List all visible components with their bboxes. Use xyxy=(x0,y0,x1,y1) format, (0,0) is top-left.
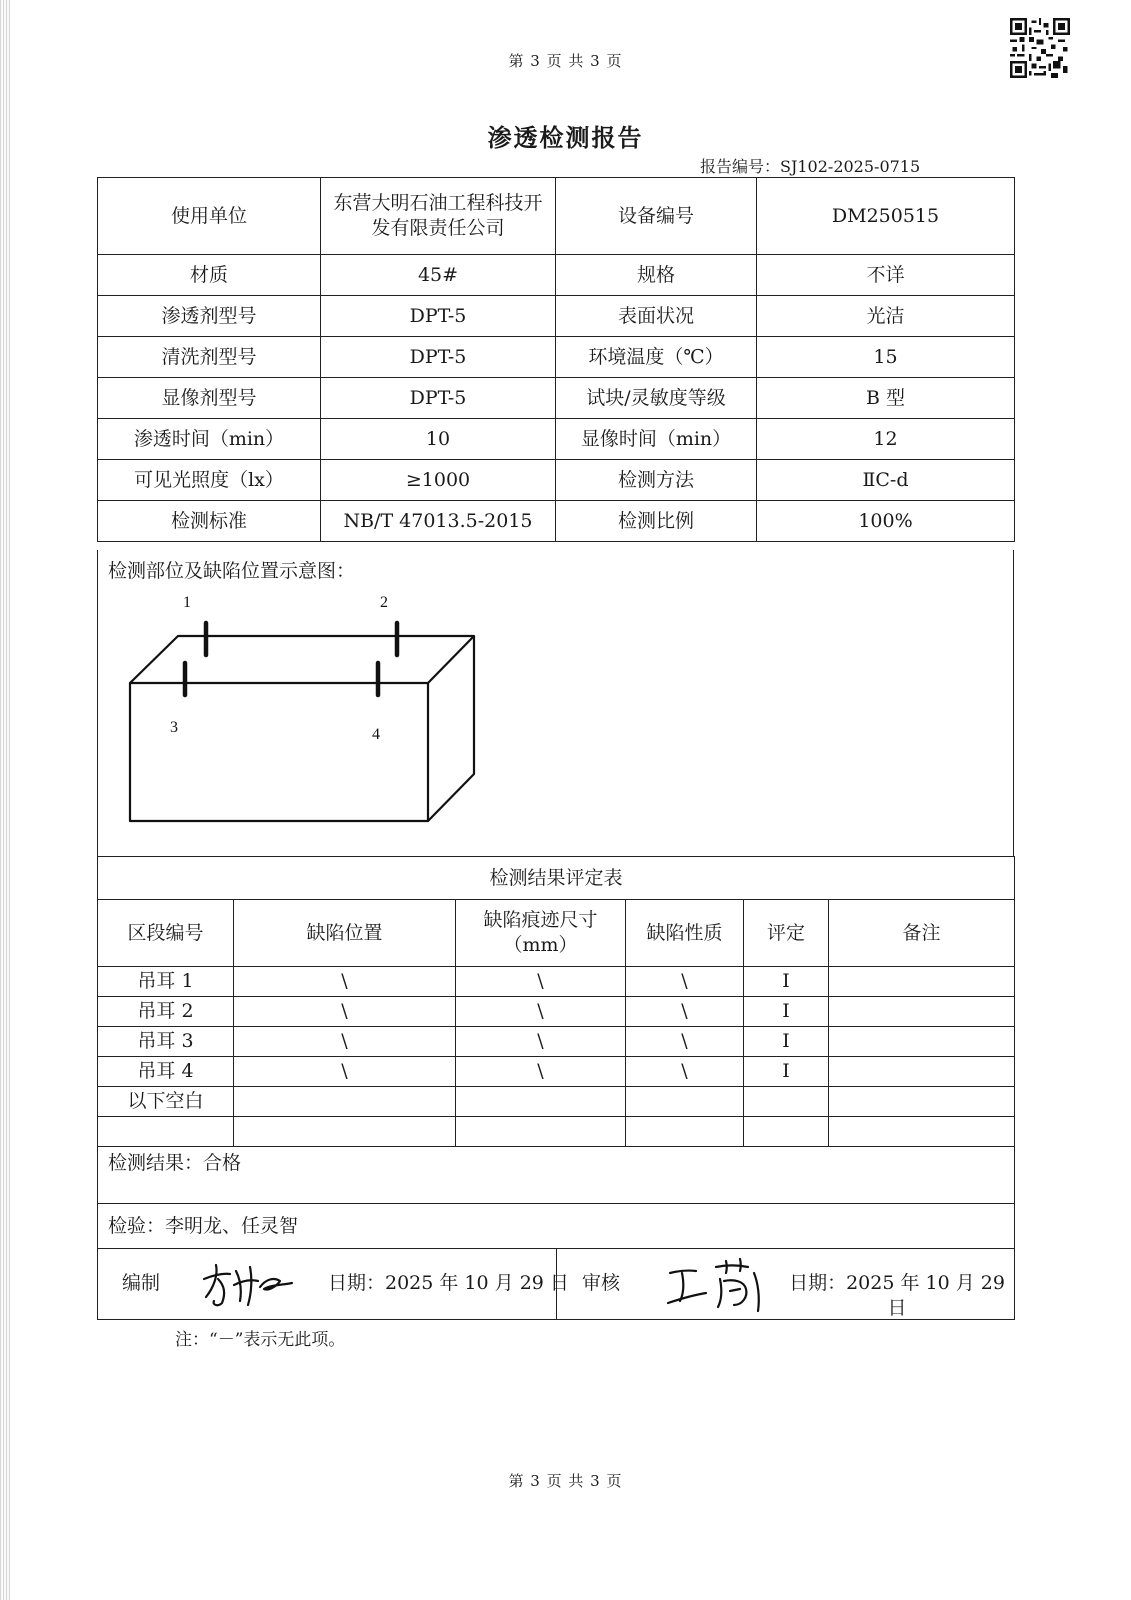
table-cell: \ xyxy=(626,1057,744,1087)
table-row xyxy=(98,1087,1015,1117)
block-side-face xyxy=(428,636,474,821)
table-cell: \ xyxy=(626,1027,744,1057)
info-value: DPT-5 xyxy=(321,296,556,337)
table-cell xyxy=(829,1057,1015,1087)
table-cell xyxy=(744,1087,829,1117)
results-caption: 检测结果评定表 xyxy=(98,857,1015,900)
info-value: 100% xyxy=(757,501,1015,542)
table-cell: 吊耳 3 xyxy=(98,1027,234,1057)
info-label: 检测方法 xyxy=(556,460,757,501)
diagram-label: 检测部位及缺陷位置示意图： xyxy=(108,560,356,582)
info-value: NB/T 47013.5-2015 xyxy=(321,501,556,542)
compiler-label: 编制 xyxy=(122,1272,161,1294)
info-value: DPT-5 xyxy=(321,337,556,378)
table-cell: \ xyxy=(234,1027,456,1057)
info-value: 45# xyxy=(321,255,556,296)
info-label: 使用单位 xyxy=(98,178,321,255)
qr-code-icon xyxy=(1010,18,1070,78)
info-label: 渗透时间（min） xyxy=(98,419,321,460)
table-row xyxy=(98,1027,1015,1057)
info-label: 可见光照度（lx） xyxy=(98,460,321,501)
info-value: ⅡC-d xyxy=(757,460,1015,501)
info-row xyxy=(98,378,1015,419)
info-value: 光洁 xyxy=(757,296,1015,337)
compiler-date: 日期：2025 年 10 月 29 日 xyxy=(328,1272,569,1294)
table-cell: \ xyxy=(456,997,626,1027)
table-cell: \ xyxy=(234,1057,456,1087)
info-label: 材质 xyxy=(98,255,321,296)
marker-label-2: 2 xyxy=(380,594,388,611)
footnote: 注：“－”表示无此项。 xyxy=(175,1330,346,1350)
reviewer-label: 审核 xyxy=(582,1272,621,1294)
table-cell xyxy=(829,1027,1015,1057)
info-label: 试块/灵敏度等级 xyxy=(556,378,757,419)
info-label: 环境温度（℃） xyxy=(556,337,757,378)
table-cell: I xyxy=(744,967,829,997)
table-row xyxy=(98,997,1015,1027)
info-value: 15 xyxy=(757,337,1015,378)
table-cell xyxy=(829,967,1015,997)
info-label: 清洗剂型号 xyxy=(98,337,321,378)
compiler-signature xyxy=(196,1257,306,1313)
info-label: 检测比例 xyxy=(556,501,757,542)
table-cell xyxy=(744,1117,829,1147)
test-conclusion: 检测结果：合格 xyxy=(98,1147,1015,1204)
table-cell: \ xyxy=(456,967,626,997)
table-cell: I xyxy=(744,1027,829,1057)
info-label: 检测标准 xyxy=(98,501,321,542)
info-row xyxy=(98,460,1015,501)
reviewer-date: 日期：2025 年 10 月 29 日 xyxy=(789,1272,1005,1319)
info-label: 表面状况 xyxy=(556,296,757,337)
table-cell: \ xyxy=(456,1027,626,1057)
table-cell xyxy=(456,1117,626,1147)
page-footer: 第 3 页 共 3 页 xyxy=(508,1472,623,1490)
table-cell xyxy=(829,1087,1015,1117)
info-table xyxy=(97,177,1015,542)
info-value: 不详 xyxy=(757,255,1015,296)
header-cell: 备注 xyxy=(829,900,1015,967)
report-title: 渗透检测报告 xyxy=(487,123,644,152)
table-cell: \ xyxy=(626,967,744,997)
info-row xyxy=(98,501,1015,542)
inspectors: 检验：李明龙、任灵智 xyxy=(98,1204,1015,1249)
page-header: 第 3 页 共 3 页 xyxy=(508,52,623,70)
table-cell xyxy=(829,1117,1015,1147)
table-cell: 吊耳 2 xyxy=(98,997,234,1027)
info-row xyxy=(98,419,1015,460)
info-row xyxy=(98,255,1015,296)
marker-label-3: 3 xyxy=(170,719,178,736)
table-row xyxy=(98,1117,1015,1147)
block-top-face xyxy=(130,636,474,683)
results-table xyxy=(97,856,1015,1320)
info-label: 设备编号 xyxy=(556,178,757,255)
table-cell: \ xyxy=(626,997,744,1027)
info-value: DPT-5 xyxy=(321,378,556,419)
lifting-lug-diagram xyxy=(110,585,490,830)
marker-label-4: 4 xyxy=(372,726,380,743)
table-cell xyxy=(456,1087,626,1117)
info-row xyxy=(98,337,1015,378)
results-header-row xyxy=(98,900,1015,967)
table-cell xyxy=(829,997,1015,1027)
info-value: B 型 xyxy=(757,378,1015,419)
info-value: 10 xyxy=(321,419,556,460)
table-cell: \ xyxy=(234,967,456,997)
table-cell xyxy=(626,1087,744,1117)
info-label: 显像时间（min） xyxy=(556,419,757,460)
table-cell: \ xyxy=(456,1057,626,1087)
info-value: 12 xyxy=(757,419,1015,460)
scan-edge xyxy=(0,0,10,1600)
reviewer-signature xyxy=(664,1253,774,1315)
header-cell: 缺陷位置 xyxy=(234,900,456,967)
table-cell: \ xyxy=(234,997,456,1027)
info-value: ≥1000 xyxy=(321,460,556,501)
table-cell xyxy=(234,1117,456,1147)
header-cell: 缺陷痕迹尺寸（mm） xyxy=(456,900,626,967)
header-cell: 区段编号 xyxy=(98,900,234,967)
header-cell: 评定 xyxy=(744,900,829,967)
table-row xyxy=(98,967,1015,997)
table-cell xyxy=(234,1087,456,1117)
info-label: 显像剂型号 xyxy=(98,378,321,419)
table-cell: I xyxy=(744,997,829,1027)
table-cell: 吊耳 1 xyxy=(98,967,234,997)
table-cell: I xyxy=(744,1057,829,1087)
header-cell: 缺陷性质 xyxy=(626,900,744,967)
info-value: 东营大明石油工程科技开发有限责任公司 xyxy=(321,178,556,255)
table-cell xyxy=(98,1117,234,1147)
info-row xyxy=(98,296,1015,337)
marker-label-1: 1 xyxy=(183,594,191,611)
info-label: 规格 xyxy=(556,255,757,296)
info-row xyxy=(98,178,1015,255)
table-cell xyxy=(626,1117,744,1147)
table-cell: 吊耳 4 xyxy=(98,1057,234,1087)
info-label: 渗透剂型号 xyxy=(98,296,321,337)
block-front-face xyxy=(130,683,428,821)
signature-row xyxy=(98,1249,1015,1320)
report-number: 报告编号：SJ102-2025-0715 xyxy=(700,157,921,176)
info-value: DM250515 xyxy=(757,178,1015,255)
table-cell: 以下空白 xyxy=(98,1087,234,1117)
table-row xyxy=(98,1057,1015,1087)
